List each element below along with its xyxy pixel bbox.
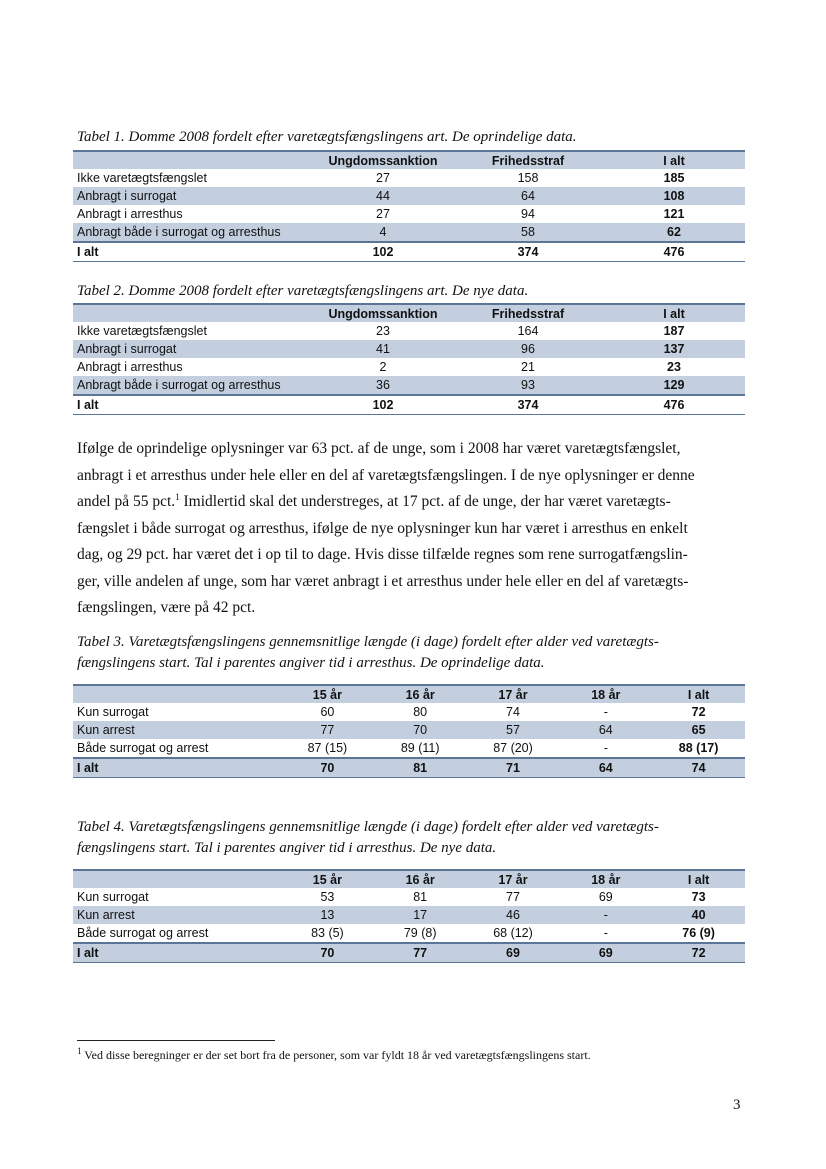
paragraph-line: fængslet i både surrogat og arresthus, ifølge de nye oplysninger kun har været i arresthus en enkelt (77, 519, 688, 537)
footnote-marker: 1 (77, 1046, 82, 1056)
table-row: Både surrogat og arrest 83 (5) 79 (8) 68 (12) - 76 (9) (77, 926, 715, 940)
table-row: Både surrogat og arrest 87 (15) 89 (11) 87 (20) - 88 (17) (77, 741, 719, 755)
table-row: Ikke varetægtsfængslet 23 164 187 (77, 324, 685, 338)
table-header-row: Ungdomssanktion Frihedsstraf I alt (73, 304, 745, 322)
table-row: Anbragt i surrogat 41 96 137 (73, 340, 745, 358)
table4-caption: Tabel 4. Varetægtsfængslingens gennemsnitlige længde (i dage) fordelt efter alder ved varetægts- fængslingens start. Tal i parentes angiver tid i arresthus. De nye data. (77, 819, 659, 856)
table-row: Kun surrogat 53 81 77 69 73 (77, 890, 706, 904)
footnote (77, 1048, 591, 1063)
table-row: Kun surrogat 60 80 74 - 72 (77, 705, 706, 719)
footnote-reference[interactable]: 1 (175, 491, 180, 502)
footnote-text: Ved disse beregninger er der set bort fra de personer, som var fyldt 18 år ved varetægtsfængslingens start. (81, 1048, 591, 1062)
table-header-row: 15 år 16 år 17 år 18 år I alt (73, 870, 745, 888)
table1 (73, 150, 745, 262)
table-total-row: I alt 70 77 69 69 72 (73, 943, 745, 963)
paragraph-line: dag, og 29 pct. har været det i op til to dage. Hvis disse tilfælde regnes som rene surrogatfængslin- (77, 546, 688, 563)
table-row: Anbragt både i surrogat og arresthus 36 93 129 (73, 376, 745, 395)
paragraph-line: anbragt i et arresthus under hele eller en del af varetægtsfængslingen. I de nye oplysninger er denne (77, 466, 695, 484)
table4 (73, 869, 745, 963)
table-row: Ikke varetægtsfængslet 27 158 185 (77, 171, 685, 185)
table1-caption: Tabel 1. Domme 2008 fordelt efter varetægtsfængslingens art. De oprindelige data. (77, 129, 577, 145)
table-total-row: I alt 102 374 476 (73, 395, 745, 415)
paragraph-line: ger, ville andelen af unge, som har været anbragt i et arresthus under hele eller en del af varetægts- (77, 572, 689, 590)
table-row: Anbragt i arresthus 2 21 23 (77, 360, 681, 374)
table2-caption: Tabel 2. Domme 2008 fordelt efter varetægtsfængslingens art. De nye data. (77, 283, 529, 299)
paragraph-line: Ifølge de oprindelige oplysninger var 63 pct. af de unge, som i 2008 har været varetægtsfængslet, (77, 440, 681, 457)
paragraph-line: fængslingen, være på 42 pct. (77, 599, 256, 616)
table-row: Anbragt i surrogat 44 64 108 (73, 187, 745, 205)
table-row: Kun arrest 13 17 46 - 40 (73, 906, 745, 924)
body-paragraph (77, 436, 747, 622)
table-total-row: I alt 70 81 71 64 74 (73, 758, 745, 778)
footnote-divider (77, 1040, 275, 1041)
table-total-row: I alt 102 374 476 (73, 242, 745, 262)
table-row: Anbragt både i surrogat og arresthus 4 58 62 (73, 223, 745, 242)
table2 (73, 303, 745, 415)
table3-caption: Tabel 3. Varetægtsfængslingens gennemsnitlige længde (i dage) fordelt efter alder ved varetægts- fængslingens start. Tal i parentes angiver tid i arresthus. De oprindelige data. (77, 634, 659, 671)
table-header-row: 15 år 16 år 17 år 18 år I alt (73, 685, 745, 703)
table3 (73, 684, 745, 778)
paragraph-line: andel på 55 pct.$^1$ Imidlertid skal det understreges, at 17 pct. af de unge, der har været varetægts- (77, 491, 671, 510)
table-row: Kun arrest 77 70 57 64 65 (73, 721, 745, 739)
table-row: Anbragt i arresthus 27 94 121 (77, 207, 685, 221)
table-header-row: Ungdomssanktion Frihedsstraf I alt (73, 151, 745, 169)
page-number: 3 (733, 1097, 741, 1113)
